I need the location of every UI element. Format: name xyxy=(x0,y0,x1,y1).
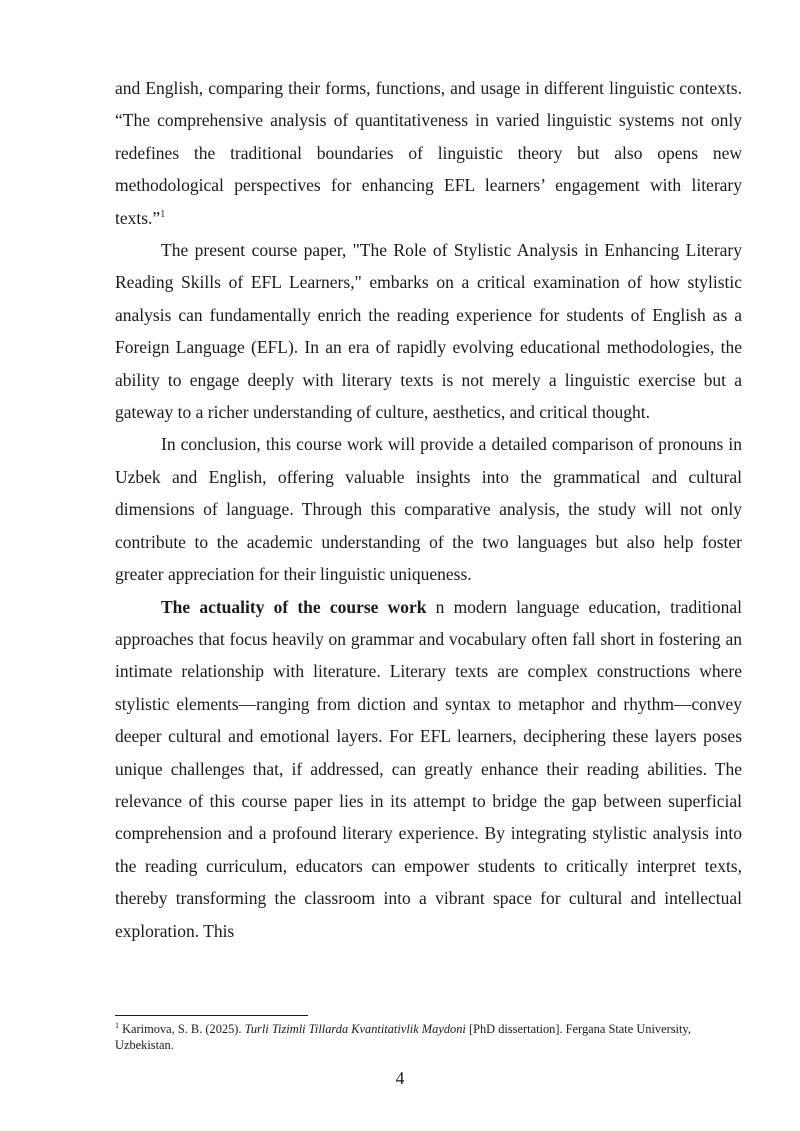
section-heading-actuality: The actuality of the course work xyxy=(161,596,427,617)
paragraph-3-text: In conclusion, this course work will provide a detailed comparison of pronouns in Uzbek and English, offering valuable insights into the grammatical and cultural dimensions of language. Through this comparative analysis, the study will not only contribute to the academic understanding of the two languages but also help foster greater appreciation for their linguistic uniqueness. xyxy=(115,434,742,585)
page-number: 4 xyxy=(395,1068,405,1088)
footnote-title: Turli Tizimli Tillarda Kvantitativlik Maydoni xyxy=(244,1022,466,1036)
paragraph-3 xyxy=(115,428,742,590)
paragraph-4 xyxy=(115,591,742,947)
footnote-separator xyxy=(115,1015,308,1016)
footnote-reference: 1 xyxy=(160,208,166,220)
footnote-rest: [PhD dissertation]. Fergana State University, Uzbekistan. xyxy=(115,1022,691,1052)
paragraph-2-text: The present course paper, "The Role of Stylistic Analysis in Enhancing Literary Reading Skills of EFL Learners," embarks on a critical examination of how stylistic analysis can fundamentally enrich the reading experience for students of English as a Foreign Language (EFL). In an era of rapidly evolving educational methodologies, the ability to engage deeply with literary texts is not merely a linguistic exercise but a gateway to a richer understanding of culture, aesthetics, and critical thought. xyxy=(115,240,742,423)
body-text xyxy=(115,72,742,947)
paragraph-4-text: n modern language education, traditional approaches that focus heavily on grammar and vocabulary often fall short in fostering an intimate relationship with literature. Literary texts are complex constructions where stylistic elements—ranging from diction and syntax to metaphor and rhythm—convey deeper cultural and emotional layers. For EFL learners, deciphering these layers poses unique challenges that, if addressed, can greatly enhance their reading abilities. The relevance of this course paper lies in its attempt to bridge the gap between superficial comprehension and a profound literary experience. By integrating stylistic analysis into the reading curriculum, educators can empower students to critically interpret texts, thereby transforming the classroom into a vibrant space for cultural and intellectual exploration. This xyxy=(115,596,742,941)
paragraph-1 xyxy=(115,72,742,234)
footnote-number: 1 xyxy=(115,1020,119,1030)
paragraph-1-text: and English, comparing their forms, functions, and usage in different linguistic contexts. “The comprehensive analysis of quantitativeness in varied linguistic systems not only redefines the traditional boundaries of linguistic theory but also opens new methodological perspectives for enhancing EFL learners’ engagement with literary texts.” xyxy=(115,78,742,228)
footnote-lead: Karimova, S. B. (2025). xyxy=(119,1022,245,1036)
footnote xyxy=(115,1021,742,1053)
paragraph-2 xyxy=(115,234,742,428)
